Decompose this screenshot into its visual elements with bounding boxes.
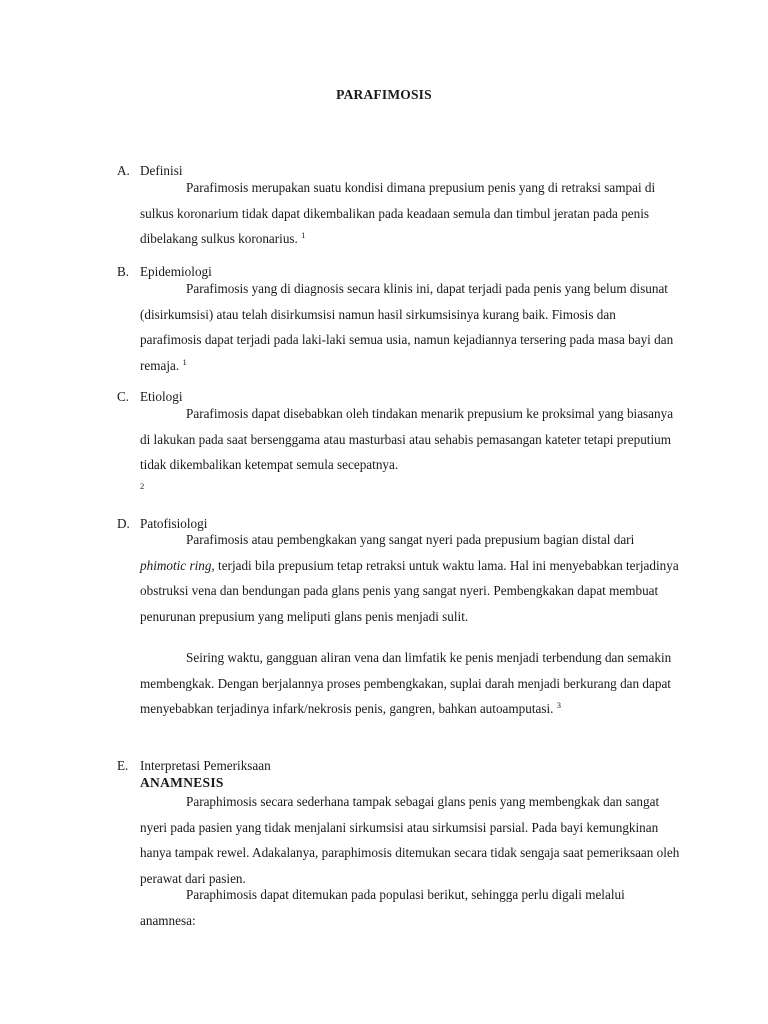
paragraph-text: Parafimosis merupakan suatu kondisi dimana prepusium penis yang di retraksi sampai di sulkus koronarium tidak dapat dikembalikan pada keadaan semula dan timbul jeratan pada penis dibelakang sulkus koronarius. [140,180,656,246]
paragraph-text: Paraphimosis dapat ditemukan pada populasi berikut, sehingga perlu digali melalui anamnesa: [140,887,625,928]
paragraph-text: terjadi bila prepusium tetap retraksi untuk waktu lama. Hal ini menyebabkan terjadinya obstruksi vena dan bendungan pada glans penis yang sangat nyeri. Pembengkakan dapat membuat penurunan prepusium yang meliputi glans penis menjadi sulit. [140,557,679,624]
section-heading: Definisi [140,163,183,178]
section-marker: E. [117,758,129,773]
document-title: PARAFIMOSIS [336,87,432,102]
paragraph [140,527,680,629]
section-heading: Etiologi [140,389,183,404]
reference-superscript: 3 [556,700,561,710]
emphasized-term: phimotic ring, [140,557,215,573]
section-marker: C. [117,389,130,404]
paragraph [140,175,680,252]
paragraph-text: Seiring waktu, gangguan aliran vena dan limfatik ke penis menjadi terbendung dan semakin membengkak. Dengan berjalannya proses pembengkakan, suplai darah menjadi berkurang dan dapat menyebabkan terjadinya infark/nekrosis penis, gangren, bahkan autoamputasi. [140,650,672,716]
paragraph-text: Parafimosis dapat disebabkan oleh tindakan menarik prepusium ke proksimal yang biasanya di lakukan pada saat bersenggama atau masturbasi atau sehabis pemasangan kateter tetapi preputium tidak dikembalikan ketempat semula secepatnya. [140,406,674,472]
paragraph [140,276,680,378]
section-marker: A. [117,163,130,178]
paragraph [140,789,680,891]
section-marker: B. [117,264,130,279]
paragraph [140,882,680,933]
section-heading: Patofisiologi [140,516,208,531]
subsection-heading: ANAMNESIS [140,775,224,790]
section-heading: Interpretasi Pemeriksaan [140,758,271,773]
paragraph-text: Parafimosis atau pembengkakan yang sangat nyeri pada prepusium bagian distal dari [186,532,635,547]
paragraph-text: Paraphimosis secara sederhana tampak sebagai glans penis yang membengkak dan sangat nyeri pada pasien yang tidak menjalani sirkumsisi atau sirkumsisi parsial. Pada bayi kemungkinan hanya tampak rewel. Adakalanya, paraphimosis ditemukan secara tidak sengaja saat pemeriksaan oleh perawat dari pasien. [140,794,680,886]
paragraph [140,645,680,722]
reference-superscript: 2 [140,481,145,491]
paragraph-text: Parafimosis yang di diagnosis secara klinis ini, dapat terjadi pada penis yang belum disunat (disirkumsisi) atau telah disirkumsisi namun hasil sirkumsisinya kurang baik. Fimosis dan parafimosis dapat terjadi pada laki-laki semua usia, namun kejadiannya tersering pada masa bayi dan remaja. [140,281,674,373]
reference-superscript: 1 [182,356,187,367]
section-heading: Epidemiologi [140,264,212,279]
section-marker: D. [117,516,130,531]
paragraph [140,401,680,478]
reference-superscript: 1 [301,230,306,240]
